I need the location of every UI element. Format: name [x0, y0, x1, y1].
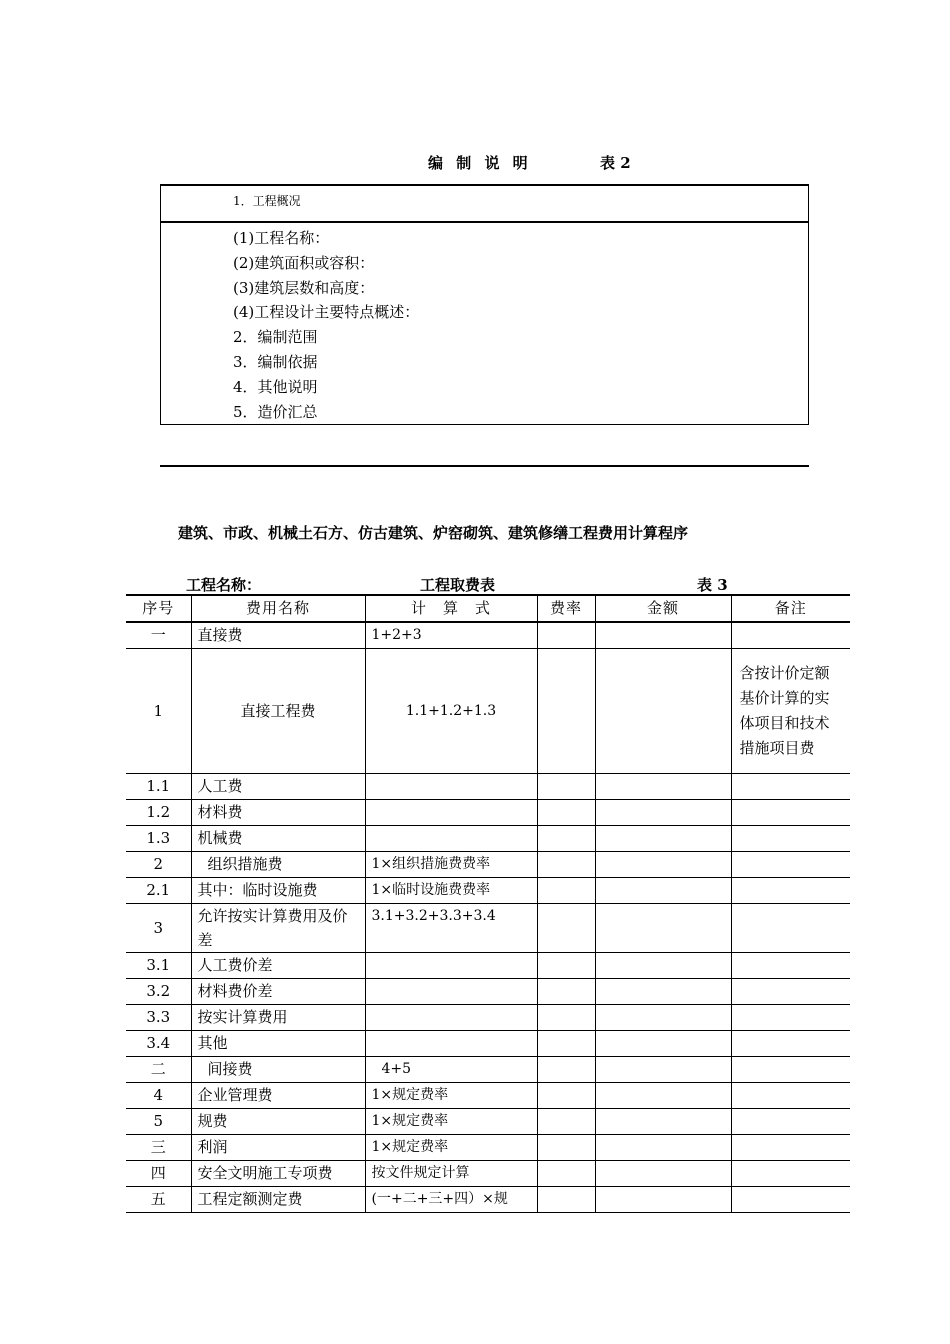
cell-note — [731, 878, 850, 904]
cell-rate — [537, 1083, 595, 1109]
divider — [161, 221, 808, 223]
cell-name: 企业管理费 — [191, 1083, 365, 1109]
list-item: (4)工程设计主要特点概述： — [233, 303, 420, 322]
list-item: 4．其他说明 — [233, 377, 318, 396]
cell-amount — [595, 774, 731, 800]
cell-note — [731, 1083, 850, 1109]
column-header-amount: 金额 — [595, 595, 731, 622]
cell-amount — [595, 878, 731, 904]
fee-table — [126, 594, 850, 1213]
cell-seq: 3 — [126, 904, 191, 953]
cell-amount — [595, 1031, 731, 1057]
cell-formula: 1+2+3 — [365, 622, 537, 649]
table-row — [126, 1109, 850, 1135]
cell-name: 其他 — [191, 1031, 365, 1057]
table-row — [126, 800, 850, 826]
cell-name: 直接费 — [191, 622, 365, 649]
table-row — [126, 1057, 850, 1083]
cell-amount — [595, 649, 731, 774]
cell-rate — [537, 953, 595, 979]
cell-formula — [365, 953, 537, 979]
cell-rate — [537, 1031, 595, 1057]
cell-amount — [595, 800, 731, 826]
cell-seq: 5 — [126, 1109, 191, 1135]
section-divider — [160, 465, 809, 467]
cell-seq: 3.3 — [126, 1005, 191, 1031]
column-header-seq: 序号 — [126, 595, 191, 622]
cell-seq: 2.1 — [126, 878, 191, 904]
table-row — [126, 826, 850, 852]
column-header-rate: 费率 — [537, 595, 595, 622]
cell-rate — [537, 649, 595, 774]
cell-note — [731, 979, 850, 1005]
cell-rate — [537, 800, 595, 826]
table-row — [126, 1031, 850, 1057]
table-row — [126, 1187, 850, 1213]
cell-note — [731, 1161, 850, 1187]
cell-rate — [537, 878, 595, 904]
cell-name: 人工费价差 — [191, 953, 365, 979]
cell-note — [731, 800, 850, 826]
description-box — [160, 184, 809, 425]
section1-title: 编 制 说 明 — [428, 154, 532, 172]
cell-name: 按实计算费用 — [191, 1005, 365, 1031]
cell-seq: 五 — [126, 1187, 191, 1213]
cell-name: 人工费 — [191, 774, 365, 800]
cell-seq: 四 — [126, 1161, 191, 1187]
fee-table-title: 工程取费表 — [420, 576, 496, 594]
table-row — [126, 979, 850, 1005]
cell-name: 直接工程费 — [191, 649, 365, 774]
cell-seq: 二 — [126, 1057, 191, 1083]
column-header-note: 备注 — [731, 595, 850, 622]
cell-amount — [595, 1161, 731, 1187]
list-item: 5．造价汇总 — [233, 402, 318, 421]
cell-rate — [537, 622, 595, 649]
cell-note — [731, 622, 850, 649]
cell-rate — [537, 979, 595, 1005]
cell-name: 机械费 — [191, 826, 365, 852]
cell-note — [731, 1005, 850, 1031]
cell-note — [731, 1109, 850, 1135]
cell-rate — [537, 1161, 595, 1187]
table-row — [126, 622, 850, 649]
cell-rate — [537, 1057, 595, 1083]
cell-note — [731, 953, 850, 979]
cell-note — [731, 774, 850, 800]
list-item: (3)建筑层数和高度： — [233, 278, 375, 297]
cell-formula: 按文件规定计算 — [365, 1161, 537, 1187]
table-row — [126, 852, 850, 878]
cell-amount — [595, 1005, 731, 1031]
cell-note — [731, 852, 850, 878]
cell-note — [731, 1135, 850, 1161]
overview-heading: 1．工程概况 — [233, 194, 301, 208]
table-row — [126, 1135, 850, 1161]
cell-formula — [365, 774, 537, 800]
cell-amount — [595, 1083, 731, 1109]
cell-formula: 1.1+1.2+1.3 — [365, 649, 537, 774]
cell-seq: 1.1 — [126, 774, 191, 800]
cell-seq: 一 — [126, 622, 191, 649]
cell-formula: 1×组织措施费费率 — [365, 852, 537, 878]
cell-amount — [595, 852, 731, 878]
cell-name: 其中：临时设施费 — [191, 878, 365, 904]
cell-seq: 3.2 — [126, 979, 191, 1005]
cell-note — [731, 904, 850, 953]
cell-note — [731, 1057, 850, 1083]
cell-amount — [595, 1109, 731, 1135]
table-body — [126, 622, 850, 1213]
cell-amount — [595, 1057, 731, 1083]
cell-rate — [537, 852, 595, 878]
table-row — [126, 953, 850, 979]
cell-seq: 3.4 — [126, 1031, 191, 1057]
cell-amount — [595, 953, 731, 979]
table-row — [126, 904, 850, 953]
cell-seq: 4 — [126, 1083, 191, 1109]
cell-formula — [365, 800, 537, 826]
cell-name: 间接费 — [191, 1057, 365, 1083]
cell-rate — [537, 826, 595, 852]
column-header-formula: 计 算 式 — [365, 595, 537, 622]
table-row — [126, 1161, 850, 1187]
table-header-row — [126, 595, 850, 622]
cell-amount — [595, 979, 731, 1005]
cell-formula: 1×规定费率 — [365, 1083, 537, 1109]
cell-amount — [595, 904, 731, 953]
table-row — [126, 774, 850, 800]
list-item: (2)建筑面积或容积： — [233, 253, 375, 272]
list-item: 3．编制依据 — [233, 352, 318, 371]
cell-rate — [537, 774, 595, 800]
project-name-label: 工程名称： — [186, 576, 262, 594]
section2-heading: 建筑、市政、机械土石方、仿古建筑、炉窑砌筑、建筑修缮工程费用计算程序 — [178, 524, 689, 542]
cell-seq: 1.3 — [126, 826, 191, 852]
cell-note — [731, 1187, 850, 1213]
cell-amount — [595, 826, 731, 852]
cell-name: 允许按实计算费用及价差 — [191, 904, 365, 953]
fee-table-number: 表 3 — [697, 576, 728, 594]
cell-name: 工程定额测定费 — [191, 1187, 365, 1213]
cell-name: 规费 — [191, 1109, 365, 1135]
cell-formula: 3.1+3.2+3.3+3.4 — [365, 904, 537, 953]
cell-formula: (一+二+三+四）×规 — [365, 1187, 537, 1213]
cell-formula — [365, 1005, 537, 1031]
cell-seq: 2 — [126, 852, 191, 878]
cell-note — [731, 1031, 850, 1057]
cell-rate — [537, 1187, 595, 1213]
list-item: (1)工程名称： — [233, 229, 330, 247]
cell-rate — [537, 1109, 595, 1135]
cell-name: 材料费价差 — [191, 979, 365, 1005]
cell-formula: 1×规定费率 — [365, 1135, 537, 1161]
cell-seq: 3.1 — [126, 953, 191, 979]
list-item: 2．编制范围 — [233, 328, 318, 347]
cell-rate — [537, 1135, 595, 1161]
cell-rate — [537, 1005, 595, 1031]
cell-amount — [595, 1187, 731, 1213]
cell-rate — [537, 904, 595, 953]
cell-name: 利润 — [191, 1135, 365, 1161]
cell-formula: 1×临时设施费费率 — [365, 878, 537, 904]
cell-amount — [595, 1135, 731, 1161]
section1-table-number: 表 2 — [600, 154, 631, 172]
cell-amount — [595, 622, 731, 649]
table-row — [126, 878, 850, 904]
cell-formula — [365, 1031, 537, 1057]
cell-formula: 4+5 — [365, 1057, 537, 1083]
cell-note: 含按计价定额基价计算的实体项目和技术措施项目费 — [731, 649, 850, 774]
description-list — [233, 226, 419, 424]
cell-note — [731, 826, 850, 852]
table-row — [126, 1083, 850, 1109]
cell-name: 安全文明施工专项费 — [191, 1161, 365, 1187]
column-header-name: 费用名称 — [191, 595, 365, 622]
cell-name: 材料费 — [191, 800, 365, 826]
cell-seq: 1.2 — [126, 800, 191, 826]
cell-seq: 三 — [126, 1135, 191, 1161]
cell-formula: 1×规定费率 — [365, 1109, 537, 1135]
cell-seq: 1 — [126, 649, 191, 774]
table-row — [126, 649, 850, 774]
table-row — [126, 1005, 850, 1031]
cell-name: 组织措施费 — [191, 852, 365, 878]
cell-formula — [365, 979, 537, 1005]
cell-formula — [365, 826, 537, 852]
